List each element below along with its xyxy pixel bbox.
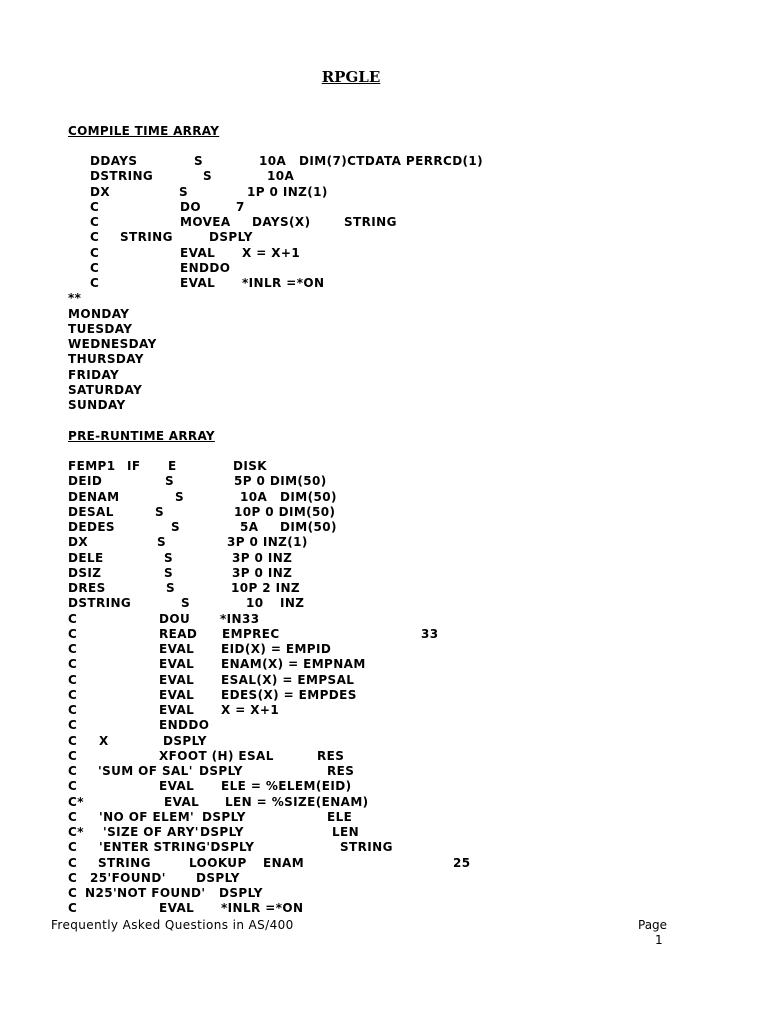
code-token: LEN = %SIZE(ENAM) — [225, 794, 369, 809]
footer-text: Frequently Asked Questions in AS/400 — [51, 918, 294, 932]
code-token: EVAL — [159, 657, 195, 672]
code-token: C — [68, 779, 78, 794]
code-token: EVAL — [159, 642, 195, 656]
code-token: X = X+1 — [221, 703, 280, 717]
code-token: 3P 0 INZ — [232, 550, 293, 565]
compile-time-code-line — [0, 352, 700, 367]
code-token: S — [166, 581, 176, 595]
code-token: 1P 0 INZ(1) — [247, 184, 328, 199]
code-token: IF — [127, 459, 141, 473]
code-token: DX — [90, 184, 111, 199]
code-token: DIM(7)CTDATA PERRCD(1) — [299, 154, 484, 168]
pre-runtime-code-line — [0, 627, 700, 642]
code-token: C — [68, 840, 78, 855]
code-token: EVAL — [159, 901, 195, 916]
code-token: S — [164, 550, 174, 565]
code-token: DSPLY — [202, 809, 246, 824]
code-token: DSTRING — [90, 169, 154, 184]
code-token: 7 — [236, 199, 245, 214]
code-token: ENDDO — [159, 718, 210, 733]
code-token: EID(X) = EMPID — [221, 642, 332, 656]
pre-runtime-code-line — [0, 871, 700, 886]
code-token: FEMP1 — [68, 459, 116, 473]
pre-runtime-code-line — [0, 551, 700, 566]
code-token: C — [68, 764, 78, 778]
code-token: DEID — [68, 474, 103, 489]
compile-time-code-line — [0, 398, 700, 413]
pre-runtime-code-line — [0, 749, 700, 764]
code-token: EVAL — [159, 779, 195, 794]
code-token: DSPLY — [163, 733, 207, 748]
code-token: DRES — [68, 581, 106, 595]
code-token: LOOKUP — [189, 855, 247, 870]
compile-time-code-line — [0, 215, 700, 230]
code-token: READ — [159, 626, 198, 641]
code-token: C — [90, 230, 100, 245]
code-token: C — [68, 748, 78, 763]
pre-runtime-code-line — [0, 825, 700, 840]
code-token: C — [68, 870, 78, 885]
pre-runtime-code-line — [0, 886, 700, 901]
code-token: C — [68, 886, 78, 900]
compile-time-code-line — [0, 291, 700, 306]
code-token: DSTRING — [68, 596, 132, 611]
code-token: EVAL — [180, 245, 216, 260]
code-token: 'ENTER STRING'DSPLY — [99, 840, 255, 855]
code-token: DISK — [233, 459, 267, 473]
pre-runtime-code-line — [0, 718, 700, 733]
pre-runtime-code-line — [0, 596, 700, 611]
code-token: DENAM — [68, 489, 120, 504]
compile-time-code-line — [0, 307, 700, 322]
code-token: THURSDAY — [68, 352, 144, 367]
code-token: S — [155, 504, 165, 519]
code-token: C — [68, 626, 78, 641]
code-token: S — [194, 154, 204, 168]
compile-time-code-line — [0, 261, 700, 276]
code-token: DSPLY — [219, 886, 263, 900]
code-token: XFOOT (H) ESAL — [159, 748, 274, 763]
pre-runtime-code-line — [0, 474, 700, 489]
pre-runtime-code-line — [0, 642, 700, 657]
code-token: 3P 0 INZ — [232, 565, 293, 580]
code-token: C — [68, 718, 78, 733]
pre-runtime-code-line — [0, 779, 700, 794]
pre-runtime-code-line — [0, 566, 700, 581]
code-token: ESAL(X) = EMPSAL — [221, 672, 355, 687]
code-token: S — [157, 535, 167, 550]
code-token: C — [68, 855, 78, 870]
code-token: C — [68, 611, 78, 626]
code-token: C — [90, 215, 100, 229]
code-token: EVAL — [159, 687, 195, 702]
page-label: Page — [638, 918, 668, 932]
code-token: *INLR =*ON — [242, 276, 325, 290]
page-number: 1 — [655, 933, 663, 947]
code-token: MONDAY — [68, 306, 130, 321]
compile-time-code-line — [0, 200, 700, 215]
compile-time-code-line — [0, 185, 700, 200]
code-token: DSIZ — [68, 565, 102, 580]
code-token: ** — [68, 291, 82, 306]
code-token: ENAM(X) = EMPNAM — [221, 657, 366, 672]
code-token: 10A — [240, 489, 268, 504]
code-token: SATURDAY — [68, 382, 143, 397]
code-token: DIM(50) — [280, 489, 337, 504]
section-heading-compile-time: COMPILE TIME ARRAY — [68, 124, 220, 138]
code-token: 25'FOUND' — [90, 870, 166, 885]
compile-time-code-line — [0, 154, 700, 169]
pre-runtime-code-line — [0, 856, 700, 871]
code-token: S — [164, 565, 174, 580]
pre-runtime-code-line — [0, 505, 700, 520]
compile-time-code-line — [0, 337, 700, 352]
code-token: STRING — [98, 855, 151, 870]
code-token: 'NO OF ELEM' — [99, 809, 195, 824]
code-token: S — [203, 169, 213, 184]
code-token: DX — [68, 535, 89, 550]
code-token: 25 — [453, 855, 471, 870]
code-token: DELE — [68, 550, 104, 565]
code-token: WEDNESDAY — [68, 337, 157, 351]
code-token: C — [68, 642, 78, 656]
page-title: RPGLE — [321, 68, 381, 86]
code-token: 10A — [267, 169, 295, 184]
code-token: X — [99, 733, 109, 748]
code-token: RES — [317, 748, 345, 763]
code-token: C* — [68, 825, 84, 839]
code-token: FRIDAY — [68, 367, 120, 382]
code-token: MOVEA — [180, 215, 231, 229]
code-token: DO — [180, 199, 201, 214]
code-token: C — [68, 672, 78, 687]
pre-runtime-code-line — [0, 688, 700, 703]
code-token: C — [90, 260, 100, 275]
code-token: E — [168, 459, 177, 473]
code-token: 5A — [240, 520, 259, 534]
code-token: X = X+1 — [242, 245, 301, 260]
pre-runtime-code-line — [0, 520, 700, 535]
pre-runtime-code-line — [0, 734, 700, 749]
code-token: DOU — [159, 611, 191, 626]
code-token: EDES(X) = EMPDES — [221, 687, 357, 702]
code-token: S — [181, 596, 191, 611]
pre-runtime-code-line — [0, 673, 700, 688]
code-token: DAYS(X) — [252, 215, 311, 229]
code-token: STRING — [120, 230, 173, 245]
code-token: 10P 2 INZ — [231, 581, 301, 595]
code-token: C — [90, 276, 100, 290]
compile-time-code-line — [0, 169, 700, 184]
code-token: EVAL — [164, 794, 200, 809]
pre-runtime-code-line — [0, 535, 700, 550]
compile-time-code-line — [0, 230, 700, 245]
code-token: DDAYS — [90, 154, 138, 168]
code-token: C* — [68, 794, 84, 809]
code-token: DSPLY — [209, 230, 253, 245]
pre-runtime-code-line — [0, 657, 700, 672]
code-token: EMPREC — [222, 626, 280, 641]
code-token: RES — [327, 764, 355, 778]
code-token: S — [175, 489, 185, 504]
code-token: C — [90, 199, 100, 214]
code-token: 5P 0 DIM(50) — [234, 474, 327, 489]
code-token: DIM(50) — [280, 520, 337, 534]
pre-runtime-code-line — [0, 581, 700, 596]
code-token: DESAL — [68, 504, 114, 519]
code-token: C — [68, 901, 78, 916]
pre-runtime-code-line — [0, 901, 700, 916]
code-token: EVAL — [159, 672, 195, 687]
compile-time-code-line — [0, 322, 700, 337]
code-token: ENAM — [263, 855, 305, 870]
code-token: *IN33 — [220, 611, 260, 626]
code-token: *INLR =*ON — [221, 901, 304, 916]
code-token: 10A — [259, 154, 287, 168]
code-token: ELE = %ELEM(EID) — [221, 779, 352, 794]
code-token: EVAL — [159, 703, 195, 717]
code-token: DSPLY — [199, 764, 243, 778]
code-token: C — [68, 657, 78, 672]
code-token: C — [68, 703, 78, 717]
code-token: 'SUM OF SAL' — [98, 764, 193, 778]
code-token: S — [179, 184, 189, 199]
code-token: ELE — [327, 809, 353, 824]
code-token: STRING — [340, 840, 393, 855]
code-token: 'SIZE OF ARY' — [103, 825, 199, 839]
code-token: N25'NOT FOUND' — [85, 886, 206, 900]
code-token: C — [68, 733, 78, 748]
compile-time-code-line — [0, 246, 700, 261]
pre-runtime-code-line — [0, 612, 700, 627]
code-token: EVAL — [180, 276, 216, 290]
code-token: 3P 0 INZ(1) — [227, 535, 308, 550]
code-token: INZ — [280, 596, 305, 611]
code-token: ENDDO — [180, 260, 231, 275]
pre-runtime-code-line — [0, 764, 700, 779]
pre-runtime-code-line — [0, 703, 700, 718]
code-token: STRING — [344, 215, 397, 229]
pre-runtime-code-line — [0, 490, 700, 505]
code-token: C — [90, 245, 100, 260]
code-token: DEDES — [68, 520, 115, 534]
code-token: DSPLY — [200, 825, 244, 839]
code-token: DSPLY — [196, 870, 240, 885]
pre-runtime-code-line — [0, 810, 700, 825]
code-token: C — [68, 809, 78, 824]
code-token: 10P 0 DIM(50) — [234, 504, 336, 519]
code-token: C — [68, 687, 78, 702]
code-token: TUESDAY — [68, 321, 133, 336]
code-token: 10 — [246, 596, 264, 611]
code-token: SUNDAY — [68, 398, 126, 412]
code-token: S — [171, 520, 181, 534]
section-heading-pre-runtime: PRE-RUNTIME ARRAY — [68, 429, 215, 443]
pre-runtime-code-line — [0, 795, 700, 810]
pre-runtime-code-line — [0, 840, 700, 855]
pre-runtime-code-line — [0, 459, 700, 474]
compile-time-code-line — [0, 383, 700, 398]
compile-time-code-line — [0, 368, 700, 383]
code-token: LEN — [332, 825, 360, 839]
compile-time-code-line — [0, 276, 700, 291]
code-token: S — [165, 474, 175, 489]
code-token: 33 — [421, 626, 439, 641]
